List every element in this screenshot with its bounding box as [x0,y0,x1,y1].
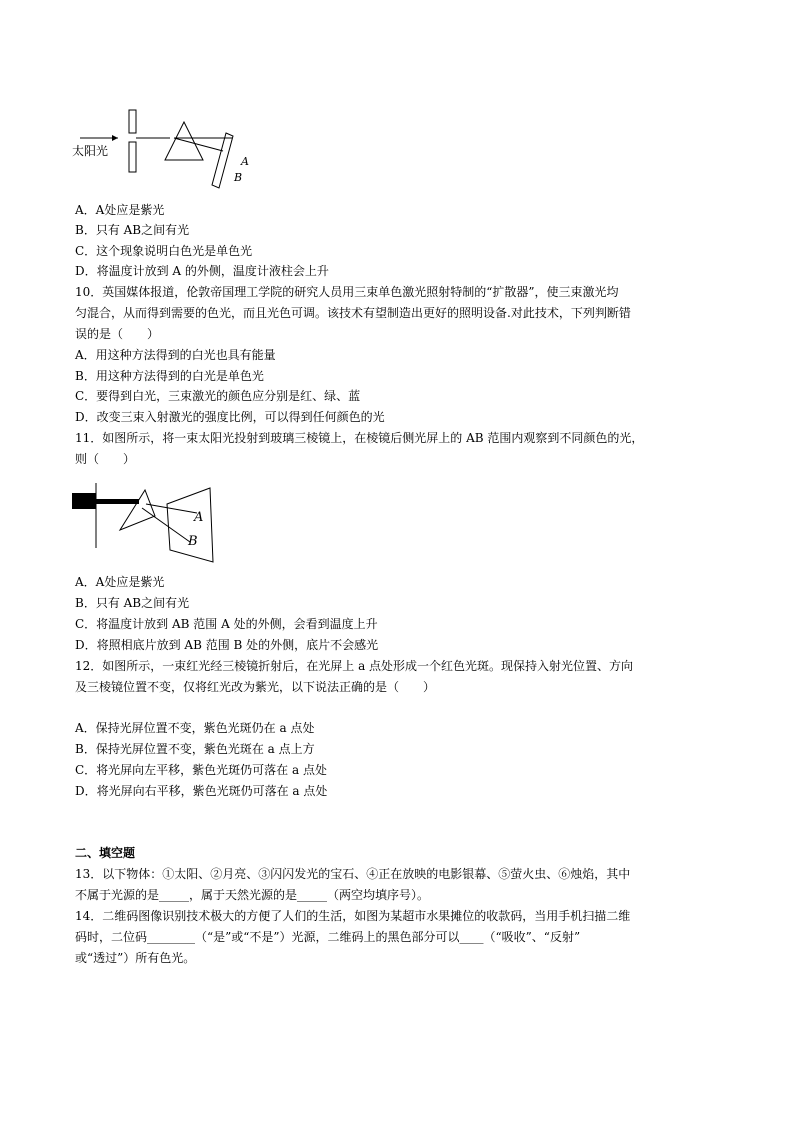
light-source-block [72,493,96,509]
q12-option-c: C．将光屏向左平移，紫色光斑仍可落在 a 点处 [75,763,327,777]
q10-option-d: D．改变三束入射激光的强度比例，可以得到任何颜色的光 [75,410,385,424]
section-title: 二、填空题 [75,846,136,860]
q12-stem-line-2: 及三棱镜位置不变，仅将红光改为紫光，以下说法正确的是（ ） [75,680,436,694]
refracted-ray-b [174,138,223,151]
slit-lower [129,142,136,172]
slit-upper [129,110,136,133]
q12-option-a: A．保持光屏位置不变，紫色光斑仍在 a 点处 [75,721,315,735]
q13-line-2: 不属于光源的是_____，属于天然光源的是_____（两空均填序号）。 [75,888,430,902]
prism-figure-2 [70,478,230,568]
q9-option-b: B．只有 AB之间有光 [75,223,190,237]
arrow-head [112,135,118,141]
label-a: A [241,155,249,168]
q11-stem-line-1: 11．如图所示，将一束太阳光投射到玻璃三棱镜上，在棱镜后侧光屏上的 AB 范围内观察到不同颜色的光， [75,431,644,445]
q10-option-c: C．要得到白光，三束激光的颜色应分别是红、绿、蓝 [75,389,361,403]
light-beam-thick [96,499,139,504]
q10-stem-line-1: 10．英国媒体报道，伦敦帝国理工学院的研究人员用三束单色激光照射特制的“扩散器”，使三束激光均 [75,285,619,299]
q12-option-d: D．将光屏向右平移，紫色光斑仍可落在 a 点处 [75,784,328,798]
q9-option-c: C．这个现象说明白色光是单色光 [75,244,253,258]
q9-option-d: D．将温度计放到 A 的外侧，温度计液柱会上升 [75,264,329,278]
q10-option-b: B．用这种方法得到的白光是单色光 [75,369,264,383]
prism [120,490,155,530]
screen [212,133,233,188]
screen [167,488,213,562]
q11-option-d: D．将照相底片放到 AB 范围 B 处的外侧，底片不会感光 [75,638,379,652]
q11-option-c: C．将温度计放到 AB 范围 A 处的外侧，会看到温度上升 [75,617,378,631]
q11-option-a: A．A处应是紫光 [75,575,165,589]
label-b: B [234,171,243,184]
q9-option-a: A．A处应是紫光 [75,203,165,217]
q14-line-1: 14．二维码图像识别技术极大的方便了人们的生活，如图为某超市水果摊位的收款码，当用手机扫描二维 [75,909,631,923]
sunlight-label: 太阳光 [72,144,109,158]
q11-option-b: B．只有 AB之间有光 [75,596,190,610]
q14-line-2: 码时，二位码________（“是”或“不是”）光源，二维码上的黑色部分可以____（“吸收”、“反射” [75,930,581,944]
label-a: A [194,510,204,525]
q10-stem-line-3: 误的是（ ） [75,327,160,341]
q13-line-1: 13．以下物体：①太阳、②月亮、③闪闪发光的宝石、④正在放映的电影银幕、⑤萤火虫、⑥烛焰，其中 [75,867,631,881]
q11-stem-line-2: 则（ ） [75,452,136,466]
label-b: B [188,534,198,549]
q12-option-b: B．保持光屏位置不变，紫色光斑在 a 点上方 [75,742,315,756]
q12-stem-line-1: 12．如图所示，一束红光经三棱镜折射后，在光屏上 a 点处形成一个红色光斑。现保持入射光位置、方向 [75,659,634,673]
refracted-ray-b [142,508,190,542]
q14-line-3: 或“透过”）所有色光。 [75,951,196,965]
q10-option-a: A．用这种方法得到的白光也具有能量 [75,348,276,362]
prism-figure-1 [70,105,260,190]
q10-stem-line-2: 匀混合，从而得到需要的色光，而且光色可调。该技术有望制造出更好的照明设备.对此技术，下列判断错 [75,306,631,320]
